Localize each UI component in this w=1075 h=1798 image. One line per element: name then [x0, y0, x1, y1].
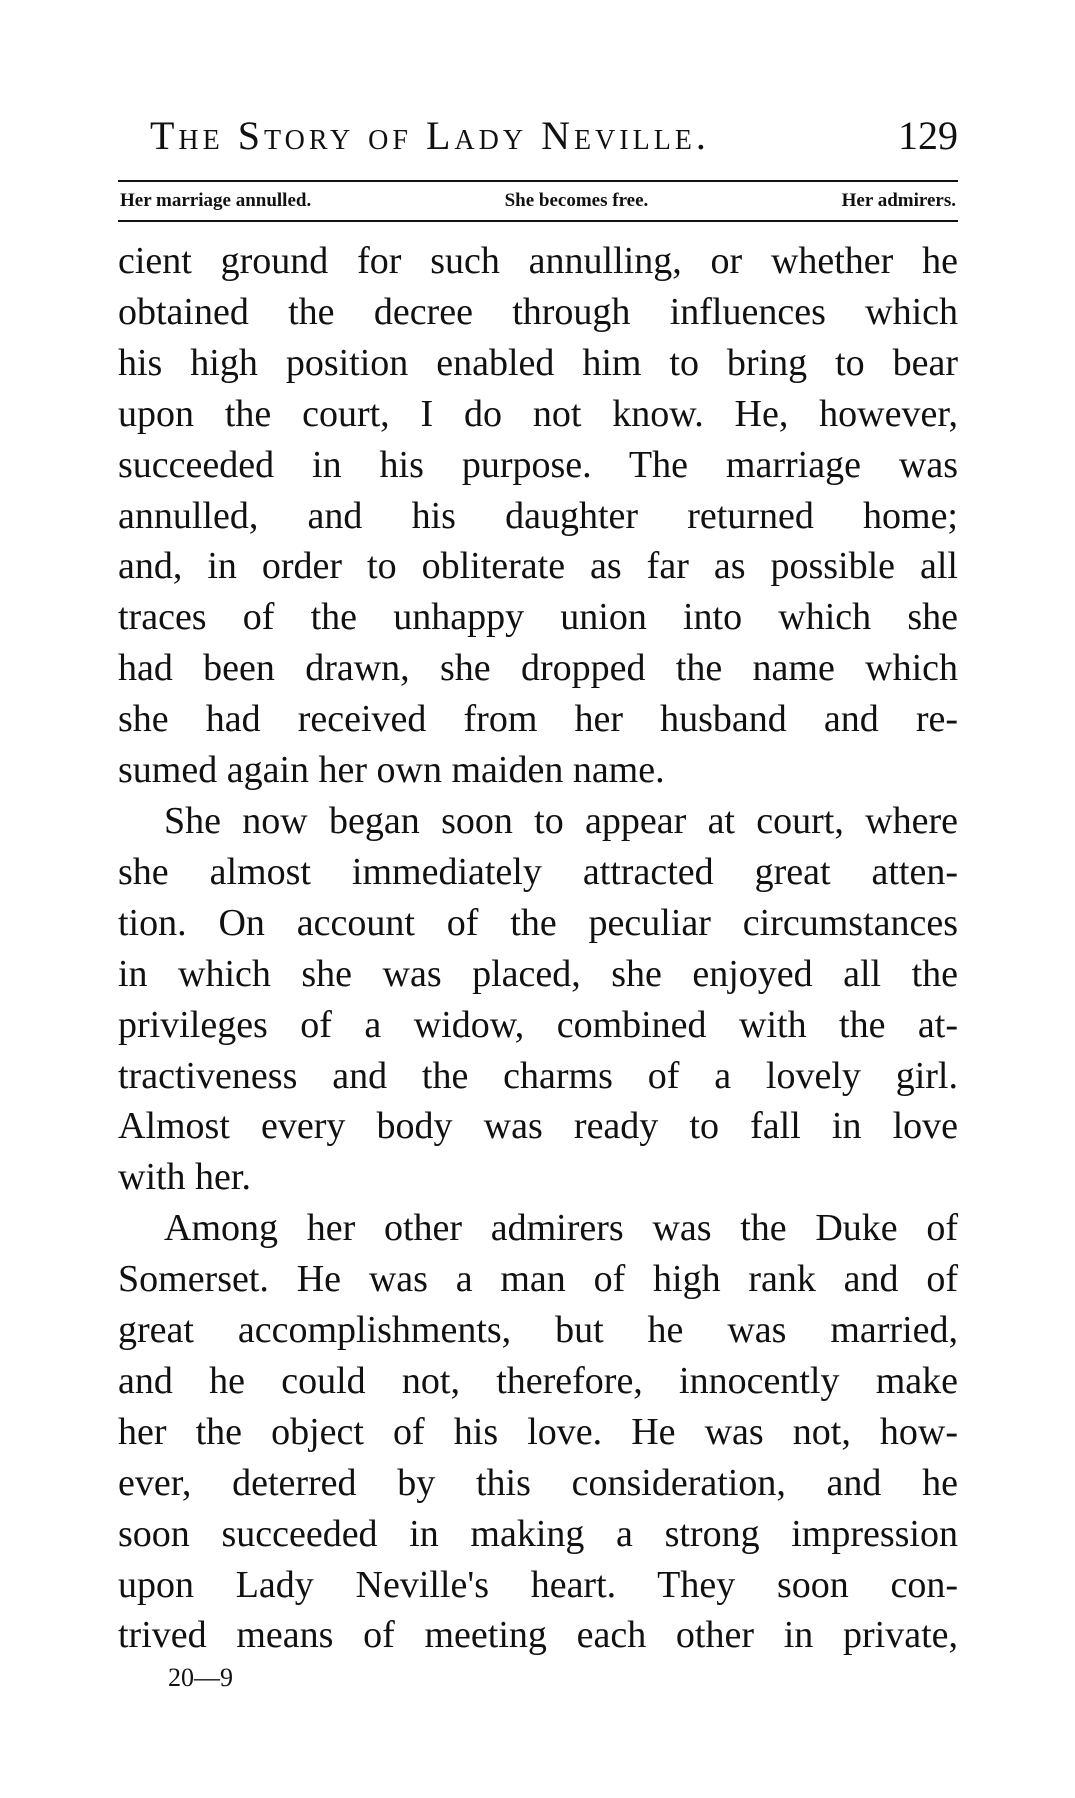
running-head [118, 112, 958, 160]
text-line: She now began soon to appear at court, where [164, 799, 958, 842]
text-line: had been drawn, she dropped the name which [118, 647, 958, 690]
text-line: Among her other admirers was the Duke of [164, 1207, 958, 1250]
text-line: traces of the unhappy union into which she [118, 596, 958, 639]
header-rule-bottom [118, 220, 958, 222]
marginal-subheads [118, 190, 958, 212]
text-line: annulled, and his daughter returned home; [118, 494, 958, 537]
page-number: 129 [898, 113, 958, 158]
text-line: his high position enabled him to bring to bear [118, 341, 958, 384]
text-line: great accomplishments, but he was married, [118, 1309, 958, 1352]
text-line: succeeded in his purpose. The marriage was [118, 443, 958, 486]
text-line: she had received from her husband and re- [118, 698, 958, 741]
text-line: upon the court, I do not know. He, however, [118, 392, 958, 435]
text-line: privileges of a widow, combined with the at- [118, 1003, 958, 1046]
text-line: her the object of his love. He was not, how- [118, 1410, 958, 1453]
text-line: Somerset. He was a man of high rank and of [118, 1258, 958, 1301]
text-line: trived means of meeting each other in private, [118, 1614, 958, 1657]
subhead-left: Her marriage annulled. [120, 190, 312, 211]
subhead-right: Her admirers. [841, 190, 956, 211]
text-line: tion. On account of the peculiar circumstances [118, 901, 958, 944]
text-line: upon Lady Neville's heart. They soon con- [118, 1563, 958, 1606]
text-line: cient ground for such annulling, or whether he [118, 240, 958, 282]
text-line: and, in order to obliterate as far as possible all [118, 545, 958, 588]
text-line: with her. [118, 1156, 251, 1199]
text-line: ever, deterred by this consideration, and he [118, 1461, 958, 1504]
text-line: in which she was placed, she enjoyed all the [118, 952, 958, 995]
text-line: soon succeeded in making a strong impression [118, 1512, 958, 1555]
text-line: tractiveness and the charms of a lovely girl. [118, 1054, 958, 1097]
header-rule-top [118, 180, 958, 182]
text-line: she almost immediately attracted great atten- [118, 850, 958, 893]
body-text [118, 236, 958, 1661]
running-title: The Story of Lady Neville. [150, 113, 710, 158]
text-line: sumed again her own maiden name. [118, 749, 665, 792]
signature-mark: 20—9 [168, 1663, 233, 1693]
text-line: and he could not, therefore, innocently make [118, 1359, 958, 1402]
book-page [118, 112, 958, 1693]
text-line: obtained the decree through influences which [118, 290, 958, 333]
text-line: Almost every body was ready to fall in love [118, 1105, 958, 1148]
subhead-center: She becomes free. [504, 190, 649, 211]
